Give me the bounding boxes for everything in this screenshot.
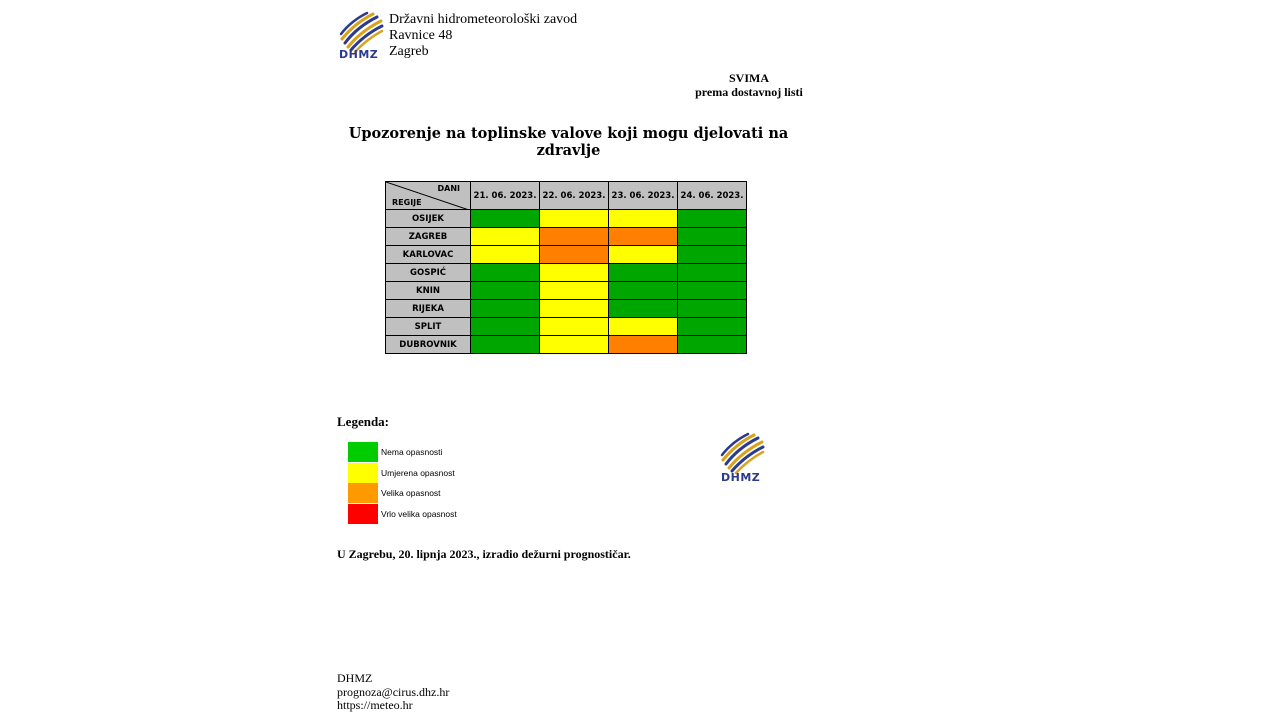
date-header: 23. 06. 2023. [609,182,678,210]
warning-level-cell [471,318,540,336]
footer [337,672,449,713]
dhmz-logo-secondary-text: DHMZ [721,471,761,484]
date-header: 22. 06. 2023. [540,182,609,210]
legend-label: Vrlo velika opasnost [381,509,457,519]
legend-swatch [348,463,378,483]
corner-regions-label: REGIJE [392,198,422,207]
issued-statement: U Zagrebu, 20. lipnja 2023., izradio dežurni prognostičar. [337,547,631,561]
table-row [386,264,747,282]
legend-swatch [348,483,378,503]
recipient-line2: prema dostavnoj listi [695,85,803,99]
warning-level-cell [609,318,678,336]
region-cell: SPLIT [386,318,471,336]
region-cell: KNIN [386,282,471,300]
dhmz-logo-secondary [718,430,766,486]
warning-level-cell [540,300,609,318]
legend-swatch [348,504,378,524]
warning-level-cell [471,210,540,228]
dhmz-logo-text: DHMZ [339,48,379,61]
dhmz-logo [337,9,385,63]
table-row [386,300,747,318]
region-cell: GOSPIĆ [386,264,471,282]
warning-level-cell [540,228,609,246]
warning-level-cell [540,336,609,354]
table-row [386,282,747,300]
warning-level-cell [471,264,540,282]
table-row [386,210,747,228]
warning-level-cell [540,282,609,300]
warning-level-cell [678,282,747,300]
warning-level-cell [471,300,540,318]
table-row [386,246,747,264]
table-row [386,336,747,354]
region-cell: DUBROVNIK [386,336,471,354]
warning-level-cell [609,246,678,264]
footer-org: DHMZ [337,671,373,685]
region-cell: OSIJEK [386,210,471,228]
org-name: Državni hidrometeorološki zavod [389,12,578,27]
warning-level-cell [609,264,678,282]
table-corner-cell [386,182,471,210]
org-city: Zagreb [389,44,429,59]
legend-item [348,442,442,462]
warning-level-cell [609,336,678,354]
date-header: 21. 06. 2023. [471,182,540,210]
legend-label: Velika opasnost [381,488,441,498]
legend-title: Legenda: [337,414,389,429]
warning-level-cell [540,210,609,228]
legend-swatch [348,442,378,462]
footer-website[interactable]: https://meteo.hr [337,698,413,712]
recipient-line1: SVIMA [728,71,769,85]
table-row [386,228,747,246]
legend-label: Nema opasnosti [381,447,443,457]
corner-days-label: DANI [437,184,460,193]
table-header-row [386,182,747,210]
warning-level-cell [540,264,609,282]
legend-item [348,483,441,503]
warning-level-cell [678,336,747,354]
warning-level-cell [678,264,747,282]
warning-level-cell [471,336,540,354]
date-header: 24. 06. 2023. [678,182,747,210]
warning-level-cell [471,228,540,246]
warning-level-cell [609,210,678,228]
page-title: Upozorenje na toplinske valove koji mogu djelovati na zdravlje [348,125,789,159]
org-street: Ravnice 48 [389,28,453,43]
warning-table [385,181,747,354]
legend-label: Umjerena opasnost [381,468,455,478]
region-cell: KARLOVAC [386,246,471,264]
warning-level-cell [678,228,747,246]
region-cell: ZAGREB [386,228,471,246]
warning-level-cell [678,246,747,264]
warning-level-cell [678,318,747,336]
warning-level-cell [609,228,678,246]
region-cell: RIJEKA [386,300,471,318]
recipient-block [680,71,818,99]
warning-level-cell [678,300,747,318]
org-address [389,12,577,60]
warning-level-cell [471,282,540,300]
legend-item [348,463,455,483]
warning-level-cell [540,246,609,264]
footer-email[interactable]: prognoza@cirus.dhz.hr [337,684,450,699]
warning-level-cell [609,300,678,318]
warning-level-cell [609,282,678,300]
table-row [386,318,747,336]
legend-item [348,504,457,524]
warning-level-cell [471,246,540,264]
warning-level-cell [540,318,609,336]
warning-level-cell [678,210,747,228]
